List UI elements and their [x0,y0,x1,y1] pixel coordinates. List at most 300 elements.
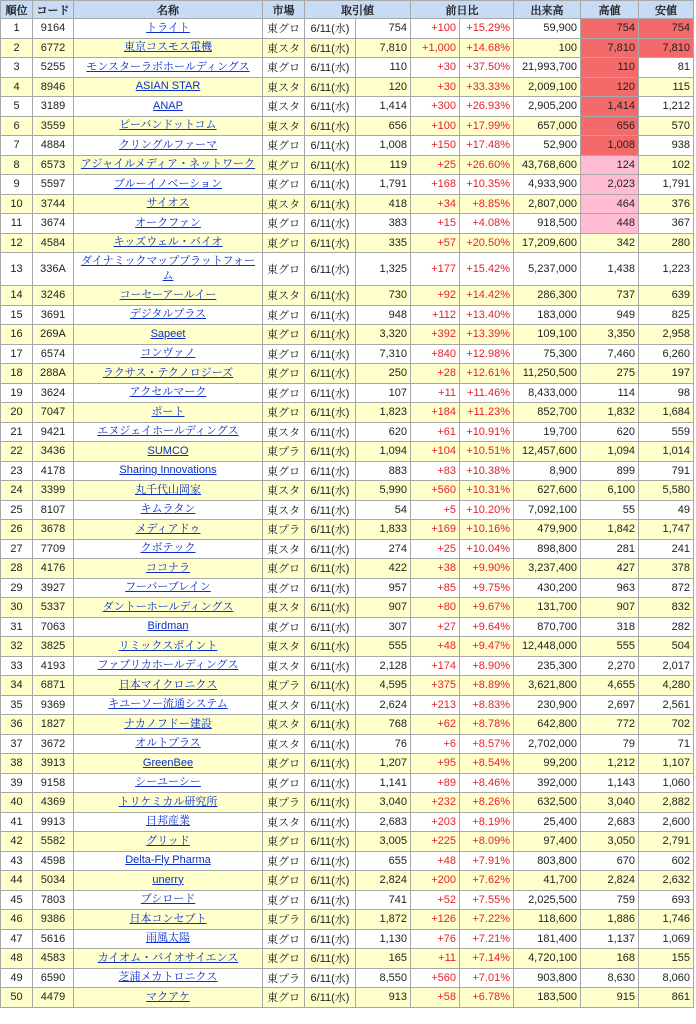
header-rank[interactable]: 順位 [1,1,33,19]
market-cell: 東スタ [263,715,305,735]
low-cell: 791 [639,461,694,481]
stock-name-link[interactable]: モンスターラボホールディングス [86,60,250,73]
change-pct-cell: +8.57% [460,734,514,754]
price-cell: 1,094 [356,442,411,462]
rank-cell: 10 [1,194,33,214]
volume-cell: 118,600 [514,910,581,930]
high-cell: 427 [581,559,639,579]
price-cell: 8,550 [356,968,411,988]
low-cell: 1,212 [639,97,694,117]
market-cell: 東グロ [263,949,305,969]
price-cell: 1,130 [356,929,411,949]
stock-name-link[interactable]: 丸千代山岡家 [135,483,201,496]
volume-cell: 8,433,000 [514,383,581,403]
stock-name-link[interactable]: ブシロード [140,893,196,906]
stock-name-link[interactable]: ダイナミックマッププラットフォーム [80,255,256,282]
stock-name-link[interactable]: オークファン [135,216,201,229]
table-row [1,598,694,618]
low-cell: 102 [639,155,694,175]
stock-name-link[interactable]: ASIAN STAR [135,80,201,93]
name-cell [74,136,263,156]
price-cell: 620 [356,422,411,442]
low-cell: 1,060 [639,773,694,793]
price-cell: 1,872 [356,910,411,930]
change-cell: +38 [411,559,460,579]
market-cell: 東グロ [263,214,305,234]
low-cell: 693 [639,890,694,910]
table-row [1,77,694,97]
high-cell: 772 [581,715,639,735]
stock-name-link[interactable]: 日本マイクロニクス [118,678,218,691]
code-cell: 6573 [33,155,74,175]
stock-name-link[interactable]: ナカノフドー建設 [124,717,212,730]
high-cell: 79 [581,734,639,754]
change-pct-cell: +10.38% [460,461,514,481]
table-row [1,194,694,214]
code-cell: 3246 [33,286,74,306]
market-cell: 東スタ [263,97,305,117]
stock-name-link[interactable]: ファブリカホールディングス [97,659,239,672]
price-cell: 418 [356,194,411,214]
high-cell: 949 [581,305,639,325]
table-row [1,214,694,234]
rank-cell: 24 [1,481,33,501]
name-cell [74,968,263,988]
table-row [1,578,694,598]
volume-cell: 918,500 [514,214,581,234]
table-row [1,233,694,253]
volume-cell: 3,621,800 [514,676,581,696]
header-name[interactable]: 名称 [74,1,263,19]
price-cell: 1,833 [356,520,411,540]
price-cell: 907 [356,598,411,618]
table-row [1,175,694,195]
table-row [1,325,694,345]
table-row [1,871,694,891]
market-cell: 東スタ [263,598,305,618]
rank-cell: 8 [1,155,33,175]
stock-name-link[interactable]: 雨風太陽 [146,932,190,945]
stock-name-link[interactable]: キユーソー流通システム [108,698,228,711]
price-cell: 730 [356,286,411,306]
volume-cell: 642,800 [514,715,581,735]
table-row [1,929,694,949]
change-cell: +30 [411,77,460,97]
rank-cell: 12 [1,233,33,253]
trade-date-cell: 6/11(水) [305,116,356,136]
trade-date-cell: 6/11(水) [305,461,356,481]
stock-name-link[interactable]: ココナラ [146,561,190,574]
volume-cell: 235,300 [514,656,581,676]
market-cell: 東プラ [263,910,305,930]
stock-name-link[interactable]: コーセーアールイー [119,288,217,301]
stock-name-link[interactable]: フーバーブレイン [125,581,211,594]
table-row [1,19,694,39]
header-change[interactable]: 前日比 [411,1,514,19]
volume-cell: 181,400 [514,929,581,949]
market-cell: 東スタ [263,812,305,832]
change-pct-cell: +9.47% [460,637,514,657]
low-cell: 1,014 [639,442,694,462]
code-cell: 6574 [33,344,74,364]
rank-cell: 41 [1,812,33,832]
change-cell: +203 [411,812,460,832]
change-cell: +1,000 [411,38,460,58]
market-cell: 東スタ [263,422,305,442]
price-cell: 7,810 [356,38,411,58]
table-row [1,38,694,58]
stock-name-link[interactable]: Sharing Innovations [119,464,217,477]
stock-name-link[interactable]: カイオム・バイオサイエンス [97,951,239,964]
market-cell: 東グロ [263,832,305,852]
trade-date-cell: 6/11(水) [305,851,356,871]
trade-date-cell: 6/11(水) [305,890,356,910]
change-pct-cell: +9.67% [460,598,514,618]
change-pct-cell: +11.46% [460,383,514,403]
trade-date-cell: 6/11(水) [305,656,356,676]
header-price[interactable]: 取引値 [305,1,411,19]
trade-date-cell: 6/11(水) [305,175,356,195]
code-cell: 5255 [33,58,74,78]
high-cell: 737 [581,286,639,306]
name-cell [74,754,263,774]
code-cell: 4583 [33,949,74,969]
rank-cell: 44 [1,871,33,891]
change-cell: +184 [411,403,460,423]
change-pct-cell: +10.20% [460,500,514,520]
change-cell: +27 [411,617,460,637]
stock-name-link[interactable]: デジタルプラス [129,308,206,321]
name-cell [74,214,263,234]
high-cell: 7,460 [581,344,639,364]
high-cell: 1,137 [581,929,639,949]
change-pct-cell: +7.21% [460,929,514,949]
stock-name-link[interactable]: 芝浦メカトロニクス [118,971,218,984]
stock-name-link[interactable]: SUMCO [147,444,189,457]
name-cell [74,38,263,58]
change-pct-cell: +12.98% [460,344,514,364]
high-cell: 110 [581,58,639,78]
high-cell: 3,040 [581,793,639,813]
code-cell: 5582 [33,832,74,852]
price-cell: 754 [356,19,411,39]
stock-name-link[interactable]: クボテック [140,542,196,555]
low-cell: 1,107 [639,754,694,774]
name-cell [74,422,263,442]
name-cell [74,773,263,793]
market-cell: 東グロ [263,325,305,345]
change-pct-cell: +13.39% [460,325,514,345]
table-row [1,988,694,1008]
name-cell [74,461,263,481]
low-cell: 861 [639,988,694,1008]
stock-name-link[interactable]: シーユーシー [135,776,201,789]
price-cell: 335 [356,233,411,253]
market-cell: 東グロ [263,19,305,39]
stock-name-link[interactable]: ポート [151,405,185,418]
change-pct-cell: +14.68% [460,38,514,58]
stock-name-link[interactable]: ラクサス・テクノロジーズ [102,366,234,379]
high-cell: 1,143 [581,773,639,793]
header-market[interactable]: 市場 [263,1,305,19]
rank-cell: 15 [1,305,33,325]
price-cell: 3,320 [356,325,411,345]
change-pct-cell: +8.85% [460,194,514,214]
code-cell: 3913 [33,754,74,774]
code-cell: 4884 [33,136,74,156]
volume-cell: 97,400 [514,832,581,852]
change-cell: +34 [411,194,460,214]
change-cell: +126 [411,910,460,930]
stock-name-link[interactable]: unerry [152,873,184,886]
low-cell: 938 [639,136,694,156]
price-cell: 913 [356,988,411,1008]
code-cell: 5337 [33,598,74,618]
stock-name-link[interactable]: グリッド [146,834,190,847]
code-cell: 3744 [33,194,74,214]
stock-name-link[interactable]: アクセルマーク [129,386,207,399]
high-cell: 2,824 [581,871,639,891]
rank-cell: 37 [1,734,33,754]
low-cell: 832 [639,598,694,618]
stock-name-link[interactable]: アジャイルメディア・ネットワーク [80,158,256,171]
code-cell: 9369 [33,695,74,715]
volume-cell: 2,009,100 [514,77,581,97]
stock-name-link[interactable]: 東京コスモス電機 [124,41,212,54]
change-cell: +5 [411,500,460,520]
market-cell: 東スタ [263,38,305,58]
stock-name-link[interactable]: マクアケ [146,990,190,1003]
rank-cell: 16 [1,325,33,345]
code-cell: 7047 [33,403,74,423]
stock-name-link[interactable]: トライト [146,21,190,34]
stock-name-link[interactable]: Delta-Fly Pharma [125,854,211,867]
code-cell: 5034 [33,871,74,891]
table-header [1,1,694,19]
header-low[interactable]: 安値 [639,1,694,19]
price-cell: 4,595 [356,676,411,696]
stock-name-link[interactable]: キムラタン [140,503,196,516]
stock-name-link[interactable]: ピーバンドットコム [119,119,217,132]
table-row [1,500,694,520]
table-row [1,461,694,481]
table-row [1,910,694,930]
name-cell [74,812,263,832]
stock-name-link[interactable]: Sapeet [150,327,186,340]
name-cell [74,598,263,618]
market-cell: 東プラ [263,968,305,988]
trade-date-cell: 6/11(水) [305,233,356,253]
price-cell: 655 [356,851,411,871]
stock-name-link[interactable]: 日本コンセプト [129,912,207,925]
trade-date-cell: 6/11(水) [305,442,356,462]
low-cell: 376 [639,194,694,214]
table-row [1,656,694,676]
name-cell [74,871,263,891]
table-row [1,481,694,501]
name-cell [74,559,263,579]
name-cell [74,481,263,501]
rank-cell: 19 [1,383,33,403]
volume-cell: 2,807,000 [514,194,581,214]
trade-date-cell: 6/11(水) [305,988,356,1008]
code-cell: 3674 [33,214,74,234]
high-cell: 1,212 [581,754,639,774]
low-cell: 754 [639,19,694,39]
change-cell: +174 [411,656,460,676]
market-cell: 東グロ [263,233,305,253]
code-cell: 4193 [33,656,74,676]
low-cell: 155 [639,949,694,969]
price-cell: 3,005 [356,832,411,852]
change-cell: +28 [411,364,460,384]
stock-name-link[interactable]: オルトプラス [135,737,201,750]
market-cell: 東グロ [263,871,305,891]
stock-name-link[interactable]: エヌジェイホールディングス [97,425,239,438]
change-cell: +25 [411,539,460,559]
low-cell: 2,791 [639,832,694,852]
trade-date-cell: 6/11(水) [305,929,356,949]
name-cell [74,656,263,676]
table-row [1,559,694,579]
trade-date-cell: 6/11(水) [305,214,356,234]
stock-name-link[interactable]: GreenBee [142,756,194,769]
market-cell: 東スタ [263,481,305,501]
high-cell: 281 [581,539,639,559]
price-cell: 54 [356,500,411,520]
stock-name-link[interactable]: コンヴァノ [140,347,196,360]
name-cell [74,116,263,136]
high-cell: 2,023 [581,175,639,195]
trade-date-cell: 6/11(水) [305,734,356,754]
change-cell: +6 [411,734,460,754]
low-cell: 1,747 [639,520,694,540]
price-cell: 250 [356,364,411,384]
stock-name-link[interactable]: サイオス [146,197,190,210]
stock-name-link[interactable]: キッズウェル・バイオ [113,236,223,249]
stock-name-link[interactable]: ブルーイノベーション [113,177,223,190]
rank-cell: 42 [1,832,33,852]
market-cell: 東スタ [263,286,305,306]
stock-name-link[interactable]: Birdman [147,620,189,633]
stock-name-link[interactable]: ダントーホールディングス [102,600,234,613]
market-cell: 東グロ [263,344,305,364]
volume-cell: 286,300 [514,286,581,306]
name-cell [74,988,263,1008]
trade-date-cell: 6/11(水) [305,500,356,520]
header-high[interactable]: 高値 [581,1,639,19]
change-cell: +213 [411,695,460,715]
table-row [1,851,694,871]
table-row [1,968,694,988]
market-cell: 東スタ [263,500,305,520]
code-cell: 4598 [33,851,74,871]
volume-cell: 479,900 [514,520,581,540]
volume-cell: 903,800 [514,968,581,988]
change-cell: +232 [411,793,460,813]
change-pct-cell: +17.99% [460,116,514,136]
change-cell: +15 [411,214,460,234]
rank-cell: 39 [1,773,33,793]
volume-cell: 852,700 [514,403,581,423]
rank-cell: 21 [1,422,33,442]
volume-cell: 230,900 [514,695,581,715]
header-volume[interactable]: 出来高 [514,1,581,19]
change-pct-cell: +8.78% [460,715,514,735]
stock-name-link[interactable]: トリケミカル研究所 [118,795,218,808]
change-cell: +89 [411,773,460,793]
name-cell [74,442,263,462]
change-cell: +100 [411,116,460,136]
low-cell: 570 [639,116,694,136]
low-cell: 5,580 [639,481,694,501]
market-cell: 東グロ [263,136,305,156]
high-cell: 1,842 [581,520,639,540]
rank-cell: 34 [1,676,33,696]
change-cell: +177 [411,253,460,286]
code-cell: 1827 [33,715,74,735]
code-cell: 8107 [33,500,74,520]
change-pct-cell: +8.46% [460,773,514,793]
price-cell: 7,310 [356,344,411,364]
high-cell: 670 [581,851,639,871]
stock-name-link[interactable]: 日邦産業 [146,815,190,828]
price-cell: 2,683 [356,812,411,832]
change-pct-cell: +37.50% [460,58,514,78]
low-cell: 1,684 [639,403,694,423]
table-row [1,637,694,657]
price-cell: 383 [356,214,411,234]
rank-cell: 50 [1,988,33,1008]
market-cell: 東グロ [263,175,305,195]
name-cell [74,539,263,559]
rank-cell: 40 [1,793,33,813]
rank-cell: 3 [1,58,33,78]
high-cell: 7,810 [581,38,639,58]
market-cell: 東スタ [263,539,305,559]
name-cell [74,305,263,325]
stock-name-link[interactable]: クリングルファーマ [118,138,218,151]
trade-date-cell: 6/11(水) [305,194,356,214]
price-cell: 768 [356,715,411,735]
trade-date-cell: 6/11(水) [305,676,356,696]
high-cell: 1,832 [581,403,639,423]
stock-name-link[interactable]: メディアドゥ [135,522,201,535]
table-row [1,422,694,442]
volume-cell: 12,448,000 [514,637,581,657]
market-cell: 東グロ [263,403,305,423]
change-pct-cell: +7.14% [460,949,514,969]
volume-cell: 3,237,400 [514,559,581,579]
trade-date-cell: 6/11(水) [305,949,356,969]
name-cell [74,890,263,910]
stock-name-link[interactable]: ANAP [153,99,183,112]
trade-date-cell: 6/11(水) [305,812,356,832]
code-cell: 4479 [33,988,74,1008]
stock-name-link[interactable]: リミックスポイント [118,639,218,652]
high-cell: 2,270 [581,656,639,676]
code-cell: 6871 [33,676,74,696]
change-pct-cell: +8.54% [460,754,514,774]
name-cell [74,325,263,345]
rank-cell: 46 [1,910,33,930]
volume-cell: 5,237,000 [514,253,581,286]
rank-cell: 43 [1,851,33,871]
high-cell: 120 [581,77,639,97]
price-cell: 2,128 [356,656,411,676]
table-row [1,253,694,286]
header-code[interactable]: コード [33,1,74,19]
